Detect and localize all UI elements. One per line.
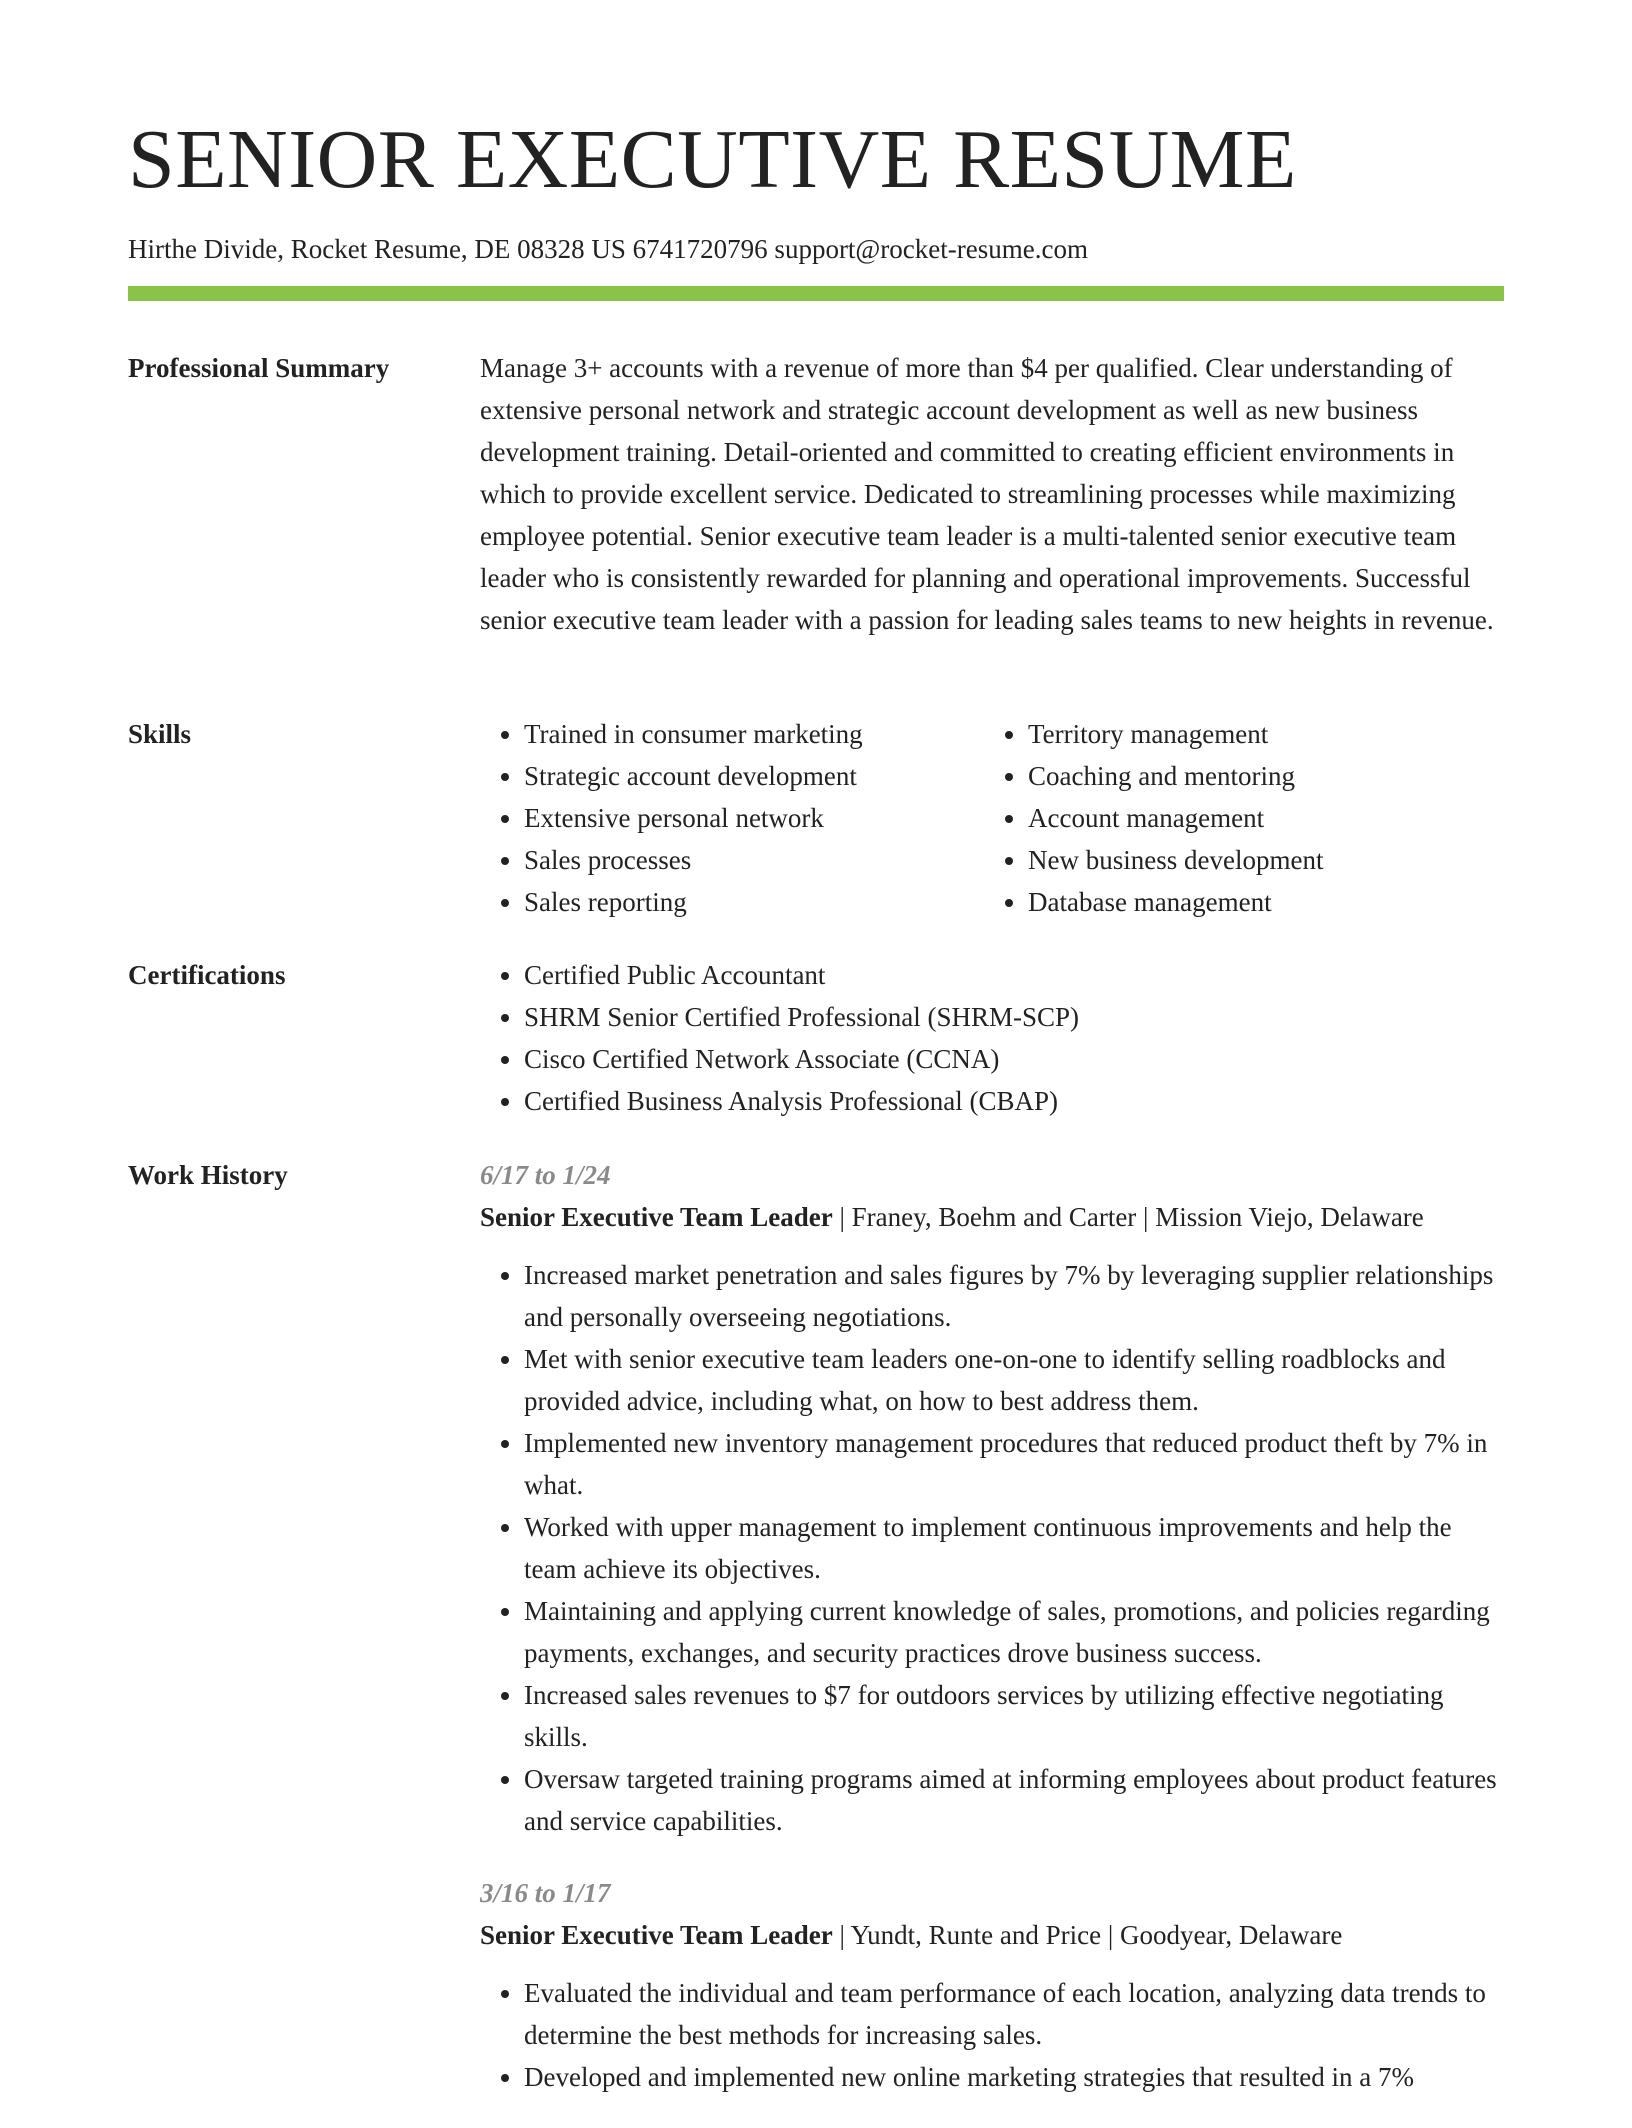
resume-title: SENIOR EXECUTIVE RESUME	[128, 113, 1297, 206]
skill-item: • Extensive personal network	[524, 797, 984, 839]
summary-heading: Professional Summary	[128, 353, 390, 383]
job-bullet: • Developed and implemented new online marketing strategies that resulted in a 7%	[524, 2056, 1504, 2098]
job-dates: 6/17 to 1/24	[480, 1160, 611, 1190]
summary-text: Manage 3+ accounts with a revenue of more than $4 per qualified. Clear understanding of extensive personal network and strategic account development as well as new business development training. Detail-oriented and committed to creating efficient environments in which to provide excellent service. Dedicated to streamlining processes while maximizing employee potential. Senior executive team leader is a multi-talented senior executive team leader who is consistently rewarded for planning and operational improvements. Successful senior executive team leader with a passion for leading sales teams to new heights in revenue.	[480, 353, 1494, 635]
certification-item: • Certified Business Analysis Professional (CBAP)	[524, 1080, 1504, 1122]
job-entry	[480, 1872, 1504, 2098]
job-details: | Yundt, Runte and Price | Goodyear, Delaware	[832, 1920, 1343, 1950]
job-bullet: • Worked with upper management to implement continuous improvements and help the team achieve its objectives.	[524, 1506, 1504, 1590]
job-bullet: • Evaluated the individual and team performance of each location, analyzing data trends to determine the best methods for increasing sales.	[524, 1972, 1504, 2056]
job-title: Senior Executive Team Leader	[480, 1202, 833, 1232]
contact-line: Hirthe Divide, Rocket Resume, DE 08328 US 6741720796 support@rocket-resume.com	[128, 234, 1088, 264]
job-bullets	[480, 1972, 1504, 2098]
job-bullet: • Met with senior executive team leaders one-on-one to identify selling roadblocks and provided advice, including what, on how to best address them.	[524, 1338, 1504, 1422]
skill-item: • Trained in consumer marketing	[524, 713, 984, 755]
skills-column-left	[480, 713, 984, 923]
skill-item: • Account management	[1028, 797, 1488, 839]
skills-heading: Skills	[128, 719, 192, 749]
certification-item: • SHRM Senior Certified Professional (SHRM-SCP)	[524, 996, 1504, 1038]
job-bullet: • Increased sales revenues to $7 for outdoors services by utilizing effective negotiating skills.	[524, 1674, 1504, 1758]
job-entry	[480, 1154, 1504, 1842]
job-details: | Franey, Boehm and Carter | Mission Viejo, Delaware	[832, 1202, 1424, 1232]
skill-item: • Sales processes	[524, 839, 984, 881]
work-history-heading: Work History	[128, 1160, 288, 1190]
skills-column-right	[984, 713, 1488, 923]
skill-item: • Database management	[1028, 881, 1488, 923]
job-heading	[480, 1914, 1504, 1956]
skill-item: • Strategic account development	[524, 755, 984, 797]
skill-item: • Coaching and mentoring	[1028, 755, 1488, 797]
skills-body	[480, 713, 1504, 923]
job-bullet: • Implemented new inventory management procedures that reduced product theft by 7% in what.	[524, 1422, 1504, 1506]
certifications-heading: Certifications	[128, 960, 286, 990]
job-bullet: • Oversaw targeted training programs aimed at informing employees about product features and service capabilities.	[524, 1758, 1504, 1842]
certification-item: • Cisco Certified Network Associate (CCNA)	[524, 1038, 1504, 1080]
certification-item: • Certified Public Accountant	[524, 954, 1504, 996]
certifications-body	[480, 954, 1504, 1122]
skill-item: • New business development	[1028, 839, 1488, 881]
skill-item: • Territory management	[1028, 713, 1488, 755]
job-bullets	[480, 1254, 1504, 1842]
work-history-body	[480, 1154, 1504, 2128]
job-title: Senior Executive Team Leader	[480, 1920, 833, 1950]
job-dates: 3/16 to 1/17	[480, 1878, 611, 1908]
summary-body	[480, 347, 1504, 641]
job-bullet: • Maintaining and applying current knowledge of sales, promotions, and policies regarding payments, exchanges, and security practices drove business success.	[524, 1590, 1504, 1674]
job-heading	[480, 1196, 1504, 1238]
header-divider	[128, 286, 1504, 301]
skill-item: • Sales reporting	[524, 881, 984, 923]
job-bullet: • Increased market penetration and sales figures by 7% by leveraging supplier relationships and personally overseeing negotiations.	[524, 1254, 1504, 1338]
